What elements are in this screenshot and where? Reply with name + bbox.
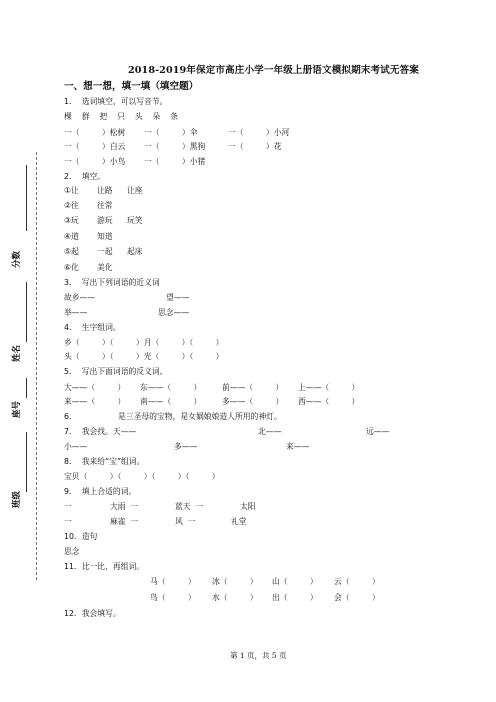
q1-word-bank: 棵 群 把 只 头 朵 条 xyxy=(64,112,179,121)
q1-item: 一（ ）小鸟 xyxy=(64,157,126,166)
section-heading: 一、想一想，填一填（填空题） xyxy=(64,81,199,92)
q2-word: 美化 xyxy=(97,263,113,272)
class-underline xyxy=(26,432,27,492)
q1-item: 一（ ）伞 xyxy=(144,128,198,137)
q8-row: 宝贝（ ）（ ）（ ）（ ） xyxy=(64,472,220,481)
page-footer: 第 1 页，共 5 页 xyxy=(230,651,287,660)
q1-item: 一（ ）小猪 xyxy=(144,157,206,166)
page-title: 2018-2019年保定市高庄小学一年级上册语文模拟期末考试无答案 xyxy=(128,65,419,76)
q2-word: 玩笑 xyxy=(127,216,143,225)
q11-item: 会（ ） xyxy=(334,593,380,602)
q9-item: 礼堂 xyxy=(231,517,247,526)
q5-item: 前——（ ） xyxy=(222,383,284,392)
id-underline xyxy=(26,378,27,398)
q7-item: 小—— xyxy=(64,442,88,451)
q2-word: 一起 xyxy=(97,247,113,256)
q3-item: 举—— xyxy=(64,308,88,317)
q7-heading: 7． 我会找。天—— xyxy=(64,427,137,436)
name-underline xyxy=(26,282,27,342)
q3-item: 思念—— xyxy=(158,308,190,317)
q11-item: 山（ ） xyxy=(272,577,318,586)
q11-item: 马（ ） xyxy=(150,577,196,586)
q5-item: 大——（ ） xyxy=(64,383,126,392)
q2-word: ④道 xyxy=(64,232,79,241)
score-underline xyxy=(26,165,27,231)
q1-item: 一（ ）白云 xyxy=(64,142,126,151)
q11-item: 云（ ） xyxy=(334,577,380,586)
q5-item: 西——（ ） xyxy=(298,397,360,406)
q5-heading: 5． 写出下面词语的反义词。 xyxy=(64,367,168,376)
q9-heading: 9． 填上合适的词。 xyxy=(64,487,137,496)
q2-word: 往常 xyxy=(97,201,113,210)
q11-item: 水（ ） xyxy=(212,593,258,602)
q2-word: 起床 xyxy=(127,247,143,256)
q1-item: 一（ ）小河 xyxy=(228,128,290,137)
q1-heading: 1． 选词填空，可以写音节。 xyxy=(64,97,168,106)
side-label-score: 分数 xyxy=(12,250,22,268)
q2-word: ①让 xyxy=(64,186,79,195)
q3-heading: 3． 写出下列词语的近义词 xyxy=(64,278,160,287)
q2-word: ⑥化 xyxy=(64,263,79,272)
q2-word: 让路 xyxy=(97,186,113,195)
q2-word: 知道 xyxy=(97,232,113,241)
q9-item: 麻雀 一 xyxy=(110,517,139,526)
q9-item: 一 xyxy=(64,502,72,511)
side-label-id: 座号 xyxy=(12,400,22,418)
q7-item: 来—— xyxy=(286,442,310,451)
q8-heading: 8． 我来给“宝”组词。 xyxy=(64,457,145,466)
side-label-name: 姓名 xyxy=(12,344,22,362)
q10-word: 思念 xyxy=(64,547,80,556)
q7-item: 远—— xyxy=(366,427,390,436)
q3-item: 故乡—— xyxy=(64,293,96,302)
q2-word: ⑤起 xyxy=(64,247,79,256)
q5-item: 来——（ ） xyxy=(64,397,126,406)
q2-word: ②往 xyxy=(64,201,79,210)
q2-heading: 2． 填空。 xyxy=(64,172,106,181)
q5-item: 南——（ ） xyxy=(140,397,202,406)
q11-item: 出（ ） xyxy=(272,593,318,602)
q9-item: 大雨 一 xyxy=(110,502,139,511)
q4-row: 乡（ ）（ ）月（ ）（ ） xyxy=(64,338,224,347)
side-label-class: 班级 xyxy=(12,490,22,508)
q5-item: 多——（ ） xyxy=(222,397,284,406)
q1-item: 一（ ）花 xyxy=(228,142,282,151)
q2-word: 让座 xyxy=(127,186,143,195)
q11-item: 鸟（ ） xyxy=(150,593,196,602)
q9-item: 风 一 xyxy=(175,517,196,526)
q9-item: 蓝天 一 xyxy=(175,502,204,511)
q3-item: 望—— xyxy=(166,293,190,302)
q12-heading: 12．我会填写。 xyxy=(64,609,121,618)
q1-item: 一（ ）黑狗 xyxy=(144,142,206,151)
q2-word: ③玩 xyxy=(64,216,79,225)
q7-item: 北—— xyxy=(258,427,282,436)
q11-item: 冰（ ） xyxy=(212,577,258,586)
q4-row: 头（ ）（ ）光（ ）（ ） xyxy=(64,352,224,361)
q9-item: 太阳 xyxy=(240,502,256,511)
binding-dashed-line xyxy=(36,152,37,580)
q5-item: 上——（ ） xyxy=(298,383,360,392)
q2-word: 游玩 xyxy=(97,216,113,225)
q6-number: 6． xyxy=(64,412,77,421)
q6-text: 是三圣母的宝物，是女娲娘娘造人所用的神灯。 xyxy=(118,412,282,421)
q5-item: 东——（ ） xyxy=(140,383,202,392)
q11-heading: 11．比一比，再组词。 xyxy=(64,562,145,571)
q7-item: 多—— xyxy=(174,442,198,451)
q4-heading: 4． 生字组词。 xyxy=(64,323,121,332)
q1-item: 一（ ）松树 xyxy=(64,128,126,137)
q9-item: 一 xyxy=(64,517,72,526)
q10-heading: 10．造句 xyxy=(64,532,98,541)
